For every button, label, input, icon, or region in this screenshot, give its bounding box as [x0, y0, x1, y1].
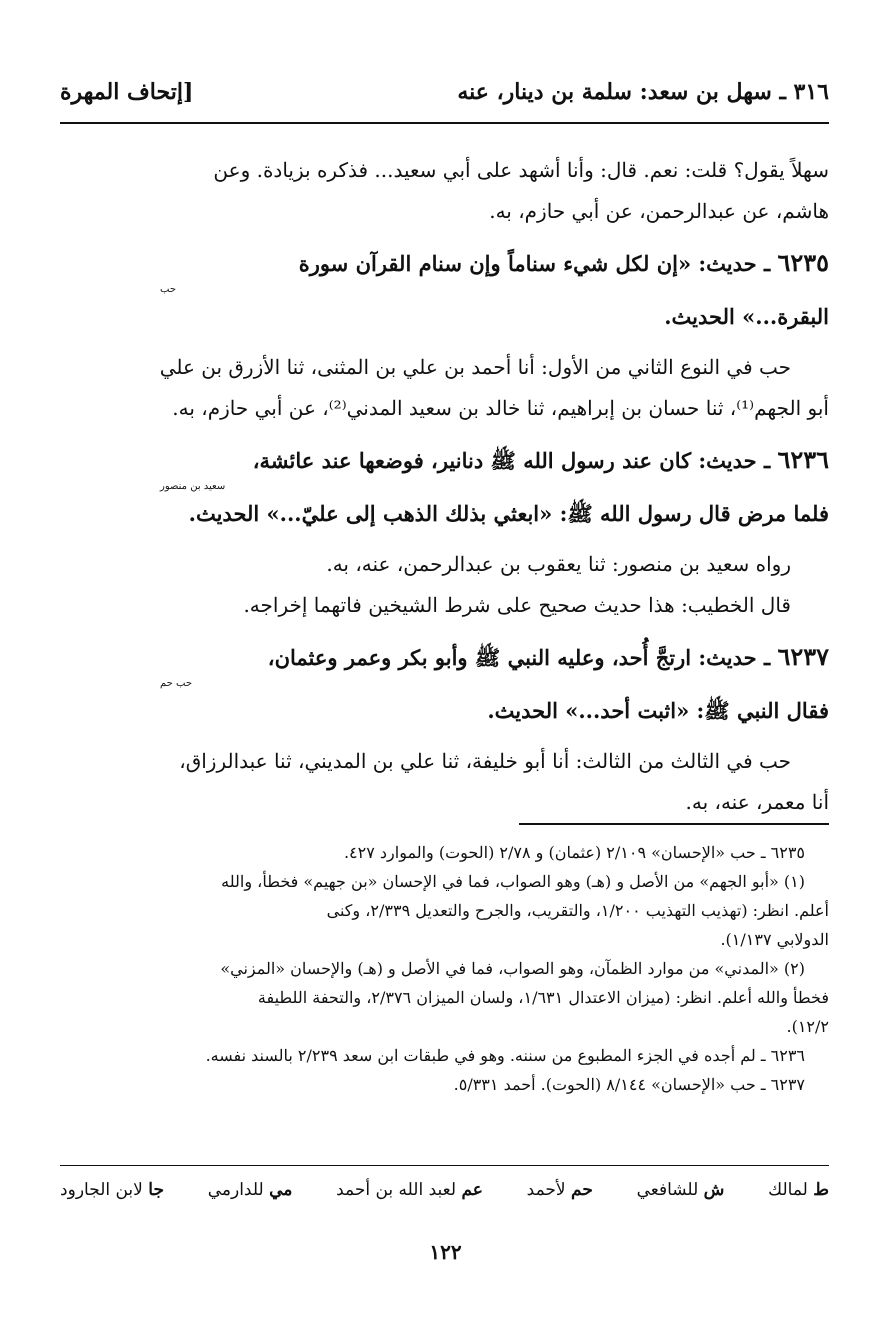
- footnote-6236: ٦٢٣٦ ـ لم أجده في الجزء المطبوع من سننه. وهو في طبقات ابن سعد ٢/٢٣٩ بالسند نفسه.: [205, 1046, 805, 1065]
- abbr-item: مي للدارمي: [207, 1180, 293, 1200]
- text-line: رواه سعيد بن منصور: ثنا يعقوب بن عبدالرحمن، عنه، به.: [326, 552, 791, 576]
- abbr-item: جا لابن الجارود: [60, 1180, 164, 1200]
- hadith-title: ـ حديث: «إن لكل شيء سناماً وإن سنام القرآن سورة: [298, 251, 771, 276]
- abbr-item: حم لأحمد: [526, 1180, 593, 1200]
- header-book-title: [إتحاف المهرة: [60, 79, 194, 105]
- abbr-item: ط لمالك: [768, 1180, 829, 1200]
- hadith-6235: [60, 242, 829, 337]
- main-text: [60, 150, 829, 823]
- hadith-title-continued: فلما مرض قال رسول الله ﷺ: «ابعثي بذلك الذهب إلى عليّ...» الحديث.: [188, 501, 829, 526]
- footnote-divider: [519, 823, 829, 825]
- text-line: سهلاً يقول؟ قلت: نعم. قال: وأنا أشهد على أبي سعيد... فذكره بزيادة. وعن: [213, 158, 829, 182]
- footnote-1-line: الدولابي ١/١٣٧).: [720, 930, 829, 949]
- abbr-item: عم لعبد الله بن أحمد: [336, 1180, 483, 1200]
- hadith-number: ٦٢٣٥: [777, 248, 829, 277]
- text-line: قال الخطيب: هذا حديث صحيح على شرط الشيخين فاتهما إخراجه.: [243, 593, 791, 617]
- footnote-6237: ٦٢٣٧ ـ حب «الإحسان» ٨/١٤٤ (الحوت). أحمد ٥/٣٣١.: [453, 1075, 805, 1094]
- footnote-2-line: فخطأ والله أعلم. انظر: (ميزان الاعتدال ١/٦٣١، ولسان الميزان ٢/٣٧٦، والتحفة اللطيفة: [257, 988, 829, 1007]
- text-line: أبو الجهم⁽¹⁾، ثنا حسان بن إبراهيم، ثنا خالد بن سعيد المدني⁽²⁾، عن أبي حازم، به.: [172, 396, 829, 420]
- source-marker: سعيد بن منصور: [160, 481, 226, 492]
- header-chapter-title: ٣١٦ ـ سهل بن سعد: سلمة بن دينار، عنه: [457, 79, 829, 105]
- isnad-6236: [60, 544, 829, 626]
- footnote-2: (٢) «المدني» من موارد الظمآن، وهو الصواب، فما في الأصل و (هـ) والإحسان «المزني»: [220, 959, 805, 978]
- hadith-6236: [60, 439, 829, 534]
- hadith-number: ٦٢٣٦: [777, 445, 829, 474]
- hadith-title-continued: البقرة...» الحديث.: [664, 304, 829, 329]
- isnad-6237: [60, 741, 829, 823]
- header-divider: [60, 122, 829, 124]
- isnad-6235: [60, 347, 829, 429]
- footnotes: [60, 838, 829, 1099]
- running-header: [60, 72, 829, 112]
- page-number: ١٢٢: [429, 1240, 462, 1264]
- source-marker: حب حم: [160, 678, 193, 689]
- hadith-title: ـ حديث: كان عند رسول الله ﷺ دنانير، فوضعها عند عائشة،: [252, 448, 771, 473]
- abbr-item: ش للشافعي: [636, 1180, 725, 1200]
- hadith-title-continued: فقال النبي ﷺ: «اثبت أحد...» الحديث.: [487, 698, 829, 723]
- source-marker: حب: [160, 284, 177, 295]
- abbreviation-key: [60, 1180, 829, 1200]
- footnote-6235: ٦٢٣٥ ـ حب «الإحسان» ٢/١٠٩ (عثمان) و ٢/٧٨ (الحوت) والموارد ٤٢٧.: [343, 843, 805, 862]
- text-line: حب في النوع الثاني من الأول: أنا أحمد بن علي بن المثنى، ثنا الأزرق بن علي: [159, 355, 791, 379]
- hadith-title: ـ حديث: ارتجَّ أُحد، وعليه النبي ﷺ وأبو بكر وعمر وعثمان،: [267, 645, 771, 670]
- abbreviation-divider: [60, 1165, 829, 1166]
- hadith-number: ٦٢٣٧: [777, 642, 829, 671]
- text-line: حب في الثالث من الثالث: أنا أبو خليفة، ثنا علي بن المديني، ثنا عبدالرزاق،: [179, 749, 791, 773]
- text-line: أنا معمر، عنه، به.: [685, 790, 829, 814]
- hadith-6237: [60, 636, 829, 731]
- footnote-2-line: ١٢/٢).: [786, 1017, 829, 1036]
- footnote-1-line: أعلم. انظر: (تهذيب التهذيب ١/٢٠٠، والتقريب، والجرح والتعديل ٢/٣٣٩، وكنى: [326, 901, 829, 920]
- text-line: هاشم، عن عبدالرحمن، عن أبي حازم، به.: [489, 199, 829, 223]
- footnote-1: (١) «أبو الجهم» من الأصل و (هـ) وهو الصواب، فما في الإحسان «بن جهيم» فخطأ، والله: [221, 872, 805, 891]
